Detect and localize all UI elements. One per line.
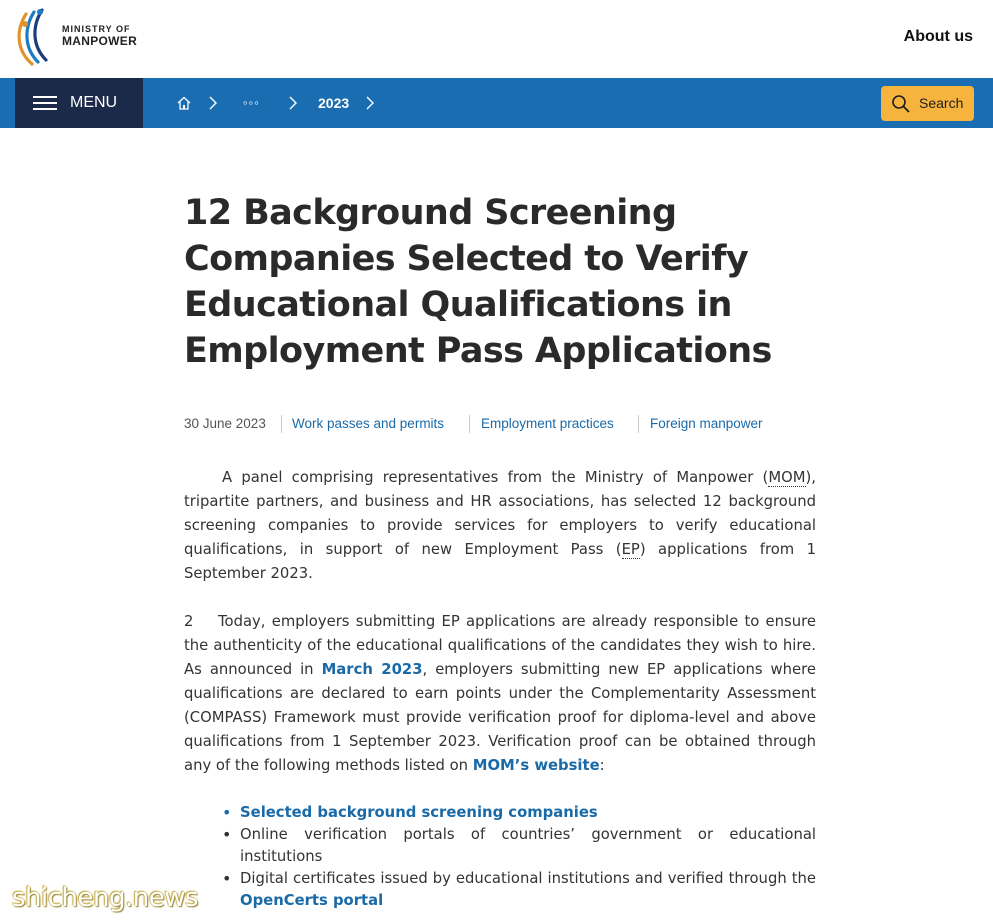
divider	[469, 415, 470, 433]
abbr-ep[interactable]: EP	[621, 541, 640, 558]
tag-foreign-manpower[interactable]: Foreign manpower	[650, 416, 763, 431]
mom-logo[interactable]	[12, 6, 142, 70]
verification-methods-list	[184, 802, 816, 912]
breadcrumb-home[interactable]	[176, 95, 192, 111]
p2-text-b: , employers submitting new EP applications where qualifications are declared to earn points under the Complementarity Assessment (COMPASS) Framework must provide verification proof for diploma-level and above qualifications from 1 September 2023. Verification proof can be obtained through any of the following methods listed on	[184, 661, 816, 774]
article-date: 30 June 2023	[184, 416, 266, 431]
chevron-right-icon	[365, 95, 375, 111]
article-header	[184, 190, 816, 374]
p2-text-c: :	[599, 757, 605, 774]
paragraph-2	[184, 610, 816, 778]
breadcrumb-current[interactable]: 2023	[318, 95, 350, 111]
list-item-text: Digital certificates issued by educational institutions and verified through the	[240, 870, 816, 887]
nav-bar	[0, 78, 993, 128]
list-item-text: Online verification portals of countries’ government or educational institutions	[240, 826, 816, 865]
march-2023-link[interactable]: March 2023	[321, 661, 423, 678]
list-item	[240, 824, 816, 868]
hamburger-icon	[33, 96, 57, 110]
about-us-link[interactable]: About us	[903, 28, 973, 45]
menu-label: MENU	[70, 94, 118, 111]
chevron-right-icon	[208, 95, 218, 111]
p1-text-c: ) applications from 1 September 2023.	[184, 541, 817, 582]
paragraph-number: 2	[184, 613, 194, 630]
tag-work-passes[interactable]: Work passes and permits	[292, 416, 445, 431]
search-label: Search	[919, 95, 964, 111]
search-button[interactable]	[881, 86, 974, 121]
logo-line1: MINISTRY OF	[62, 24, 131, 34]
opencerts-link[interactable]: OpenCerts portal	[240, 892, 384, 909]
page-title: 12 Background Screening Companies Selected to Verify Educational Qualifications in Employment Pass Applications	[184, 193, 772, 371]
watermark: shicheng.news	[12, 883, 199, 913]
list-item	[240, 868, 816, 912]
p2-text-a: Today, employers submitting EP applications are already responsible to ensure the authenticity of the educational qualifications of the candidates they wish to hire. As announced in	[184, 613, 816, 678]
screening-companies-link[interactable]: Selected background screening companies	[240, 804, 598, 821]
logo-line2: MANPOWER	[62, 34, 138, 48]
list-item	[240, 802, 816, 824]
p1-text-a: A panel comprising representatives from the Ministry of Manpower (	[222, 469, 769, 486]
abbr-mom[interactable]: MOM	[768, 469, 806, 486]
menu-button[interactable]	[15, 78, 143, 128]
mom-website-link[interactable]: MOM’s website	[472, 757, 600, 774]
divider	[281, 415, 282, 433]
paragraph-1	[184, 466, 816, 586]
logo-wordmark	[62, 23, 137, 47]
search-icon	[891, 94, 911, 114]
mom-emblem-icon	[12, 6, 60, 70]
tag-employment-practices[interactable]: Employment practices	[481, 416, 614, 431]
home-icon	[176, 95, 192, 111]
divider	[638, 415, 639, 433]
chevron-right-icon	[288, 95, 298, 111]
site-header	[0, 0, 993, 78]
p1-text-b: ), tripartite partners, and business and HR associations, has selected 12 background screening companies to provide services for employers to verify educational qualifications, in support of new Employment Pass (	[184, 469, 816, 558]
breadcrumb-ellipsis[interactable]: ◦◦◦	[243, 95, 260, 110]
